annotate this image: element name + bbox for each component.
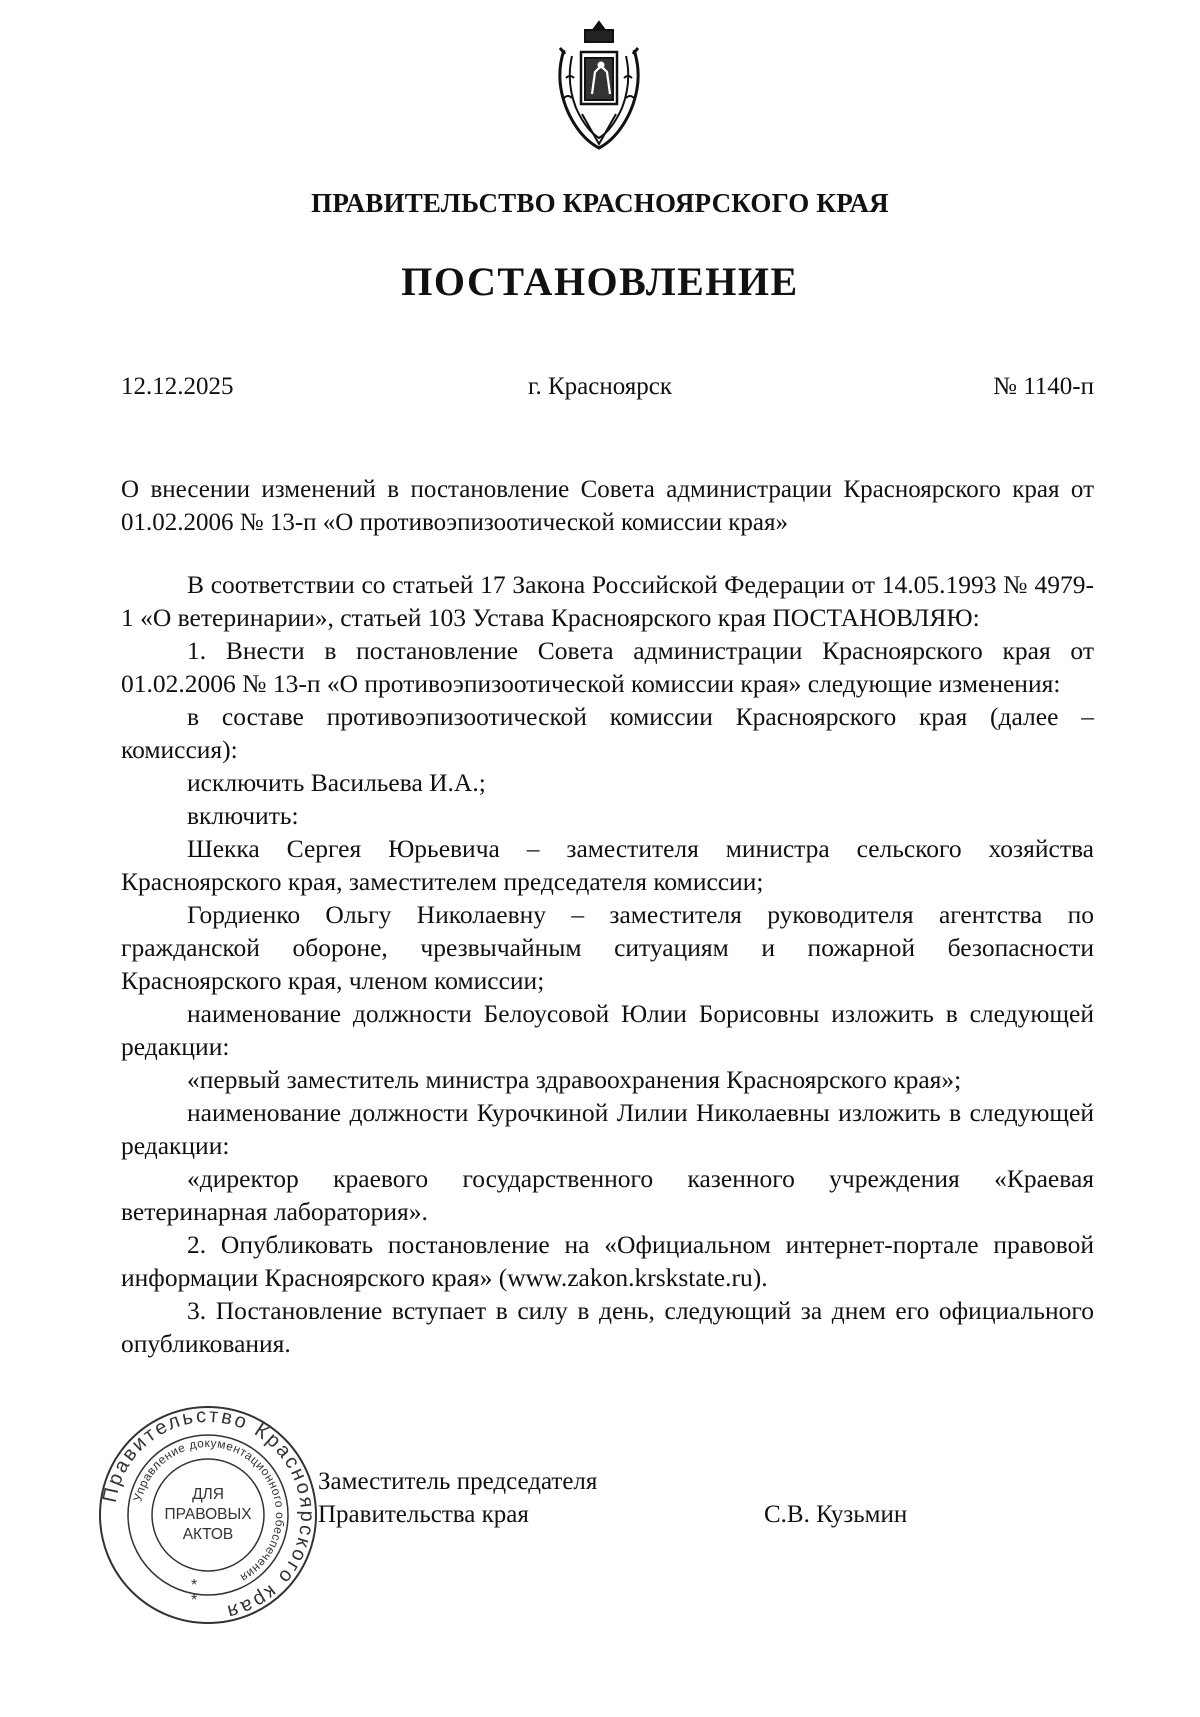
- exclude-paragraph: исключить Васильева И.А.;: [187, 768, 486, 797]
- rename-1-text-paragraph: «первый заместитель министра здравоохранения Красноярского края»;: [187, 1065, 962, 1094]
- krasnoyarsk-coat-of-arms-icon: [552, 18, 646, 154]
- document-body: [121, 568, 1094, 1360]
- rename-1-paragraph: наименование должности Белоусовой Юлии Борисовны изложить в следующей редакции:: [121, 999, 1094, 1061]
- document-subject: О внесении изменений в постановление Совета администрации Красноярского края от 01.02.2006 № 13-п «О противоэпизоотической комиссии края»: [121, 476, 1094, 536]
- include-paragraph: включить:: [187, 801, 299, 830]
- item-1-paragraph: 1. Внести в постановление Совета администрации Красноярского края от 01.02.2006 № 13-п «О противоэпизоотической комиссии края» следующие изменения:: [121, 636, 1094, 698]
- preamble-paragraph: В соответствии со статьей 17 Закона Российской Федерации от 14.05.1993 № 4979-1 «О ветеринарии», статьей 103 Устава Красноярского края ПОСТАНОВЛЯЮ:: [121, 570, 1094, 632]
- stamp-star-icon: *: [191, 1592, 198, 1609]
- document-type-title: ПОСТАНОВЛЕНИЕ: [401, 259, 799, 304]
- stamp-center-line-3: АКТОВ: [182, 1526, 234, 1543]
- signatory-role-line-2: Правительства края: [318, 1501, 529, 1528]
- member-1-paragraph: Шекка Сергея Юрьевича – заместителя министра сельского хозяйства Красноярского края, заместителем председателя комиссии;: [121, 834, 1094, 896]
- stamp-outer-text: Правительство Красноярского края: [98, 1405, 318, 1624]
- signatory-role-line-1: Заместитель председателя: [318, 1468, 598, 1495]
- signatory-role: [318, 1465, 597, 1531]
- rename-2-text-paragraph: «директор краевого государственного казенного учреждения «Краевая ветеринарная лаборатория».: [121, 1164, 1094, 1226]
- organization-title: ПРАВИТЕЛЬСТВО КРАСНОЯРСКОГО КРАЯ: [311, 188, 889, 218]
- item-2-paragraph: 2. Опубликовать постановление на «Официальном интернет-портале правовой информации Красноярского края» (www.zakon.krskstate.ru).: [121, 1230, 1094, 1292]
- rename-2-paragraph: наименование должности Курочкиной Лилии Николаевны изложить в следующей редакции:: [121, 1098, 1094, 1160]
- composition-paragraph: в составе противоэпизоотической комиссии Красноярского края (далее – комиссия):: [121, 702, 1094, 764]
- signatory-name: С.В. Кузьмин: [764, 1501, 908, 1528]
- stamp-center-text: [152, 1485, 264, 1555]
- stamp-inner-text: Управление документационного обеспечения: [130, 1435, 288, 1586]
- stamp-center-line-2: ПРАВОВЫХ: [164, 1506, 252, 1523]
- item-3-paragraph: 3. Постановление вступает в силу в день, следующий за днем его официального опубликования.: [121, 1296, 1094, 1358]
- stamp-star-icon: *: [191, 1577, 198, 1594]
- document-place: г. Красноярск: [528, 373, 672, 400]
- document-date: 12.12.2025: [121, 373, 234, 400]
- member-2-paragraph: Гордиенко Ольгу Николаевну – заместителя руководителя агентства по гражданской обороне, чрезвычайным ситуациям и пожарной безопасности Красноярского края, членом комиссии;: [121, 900, 1094, 995]
- stamp-center-line-1: ДЛЯ: [192, 1486, 224, 1503]
- document-number: № 1140-п: [993, 373, 1094, 400]
